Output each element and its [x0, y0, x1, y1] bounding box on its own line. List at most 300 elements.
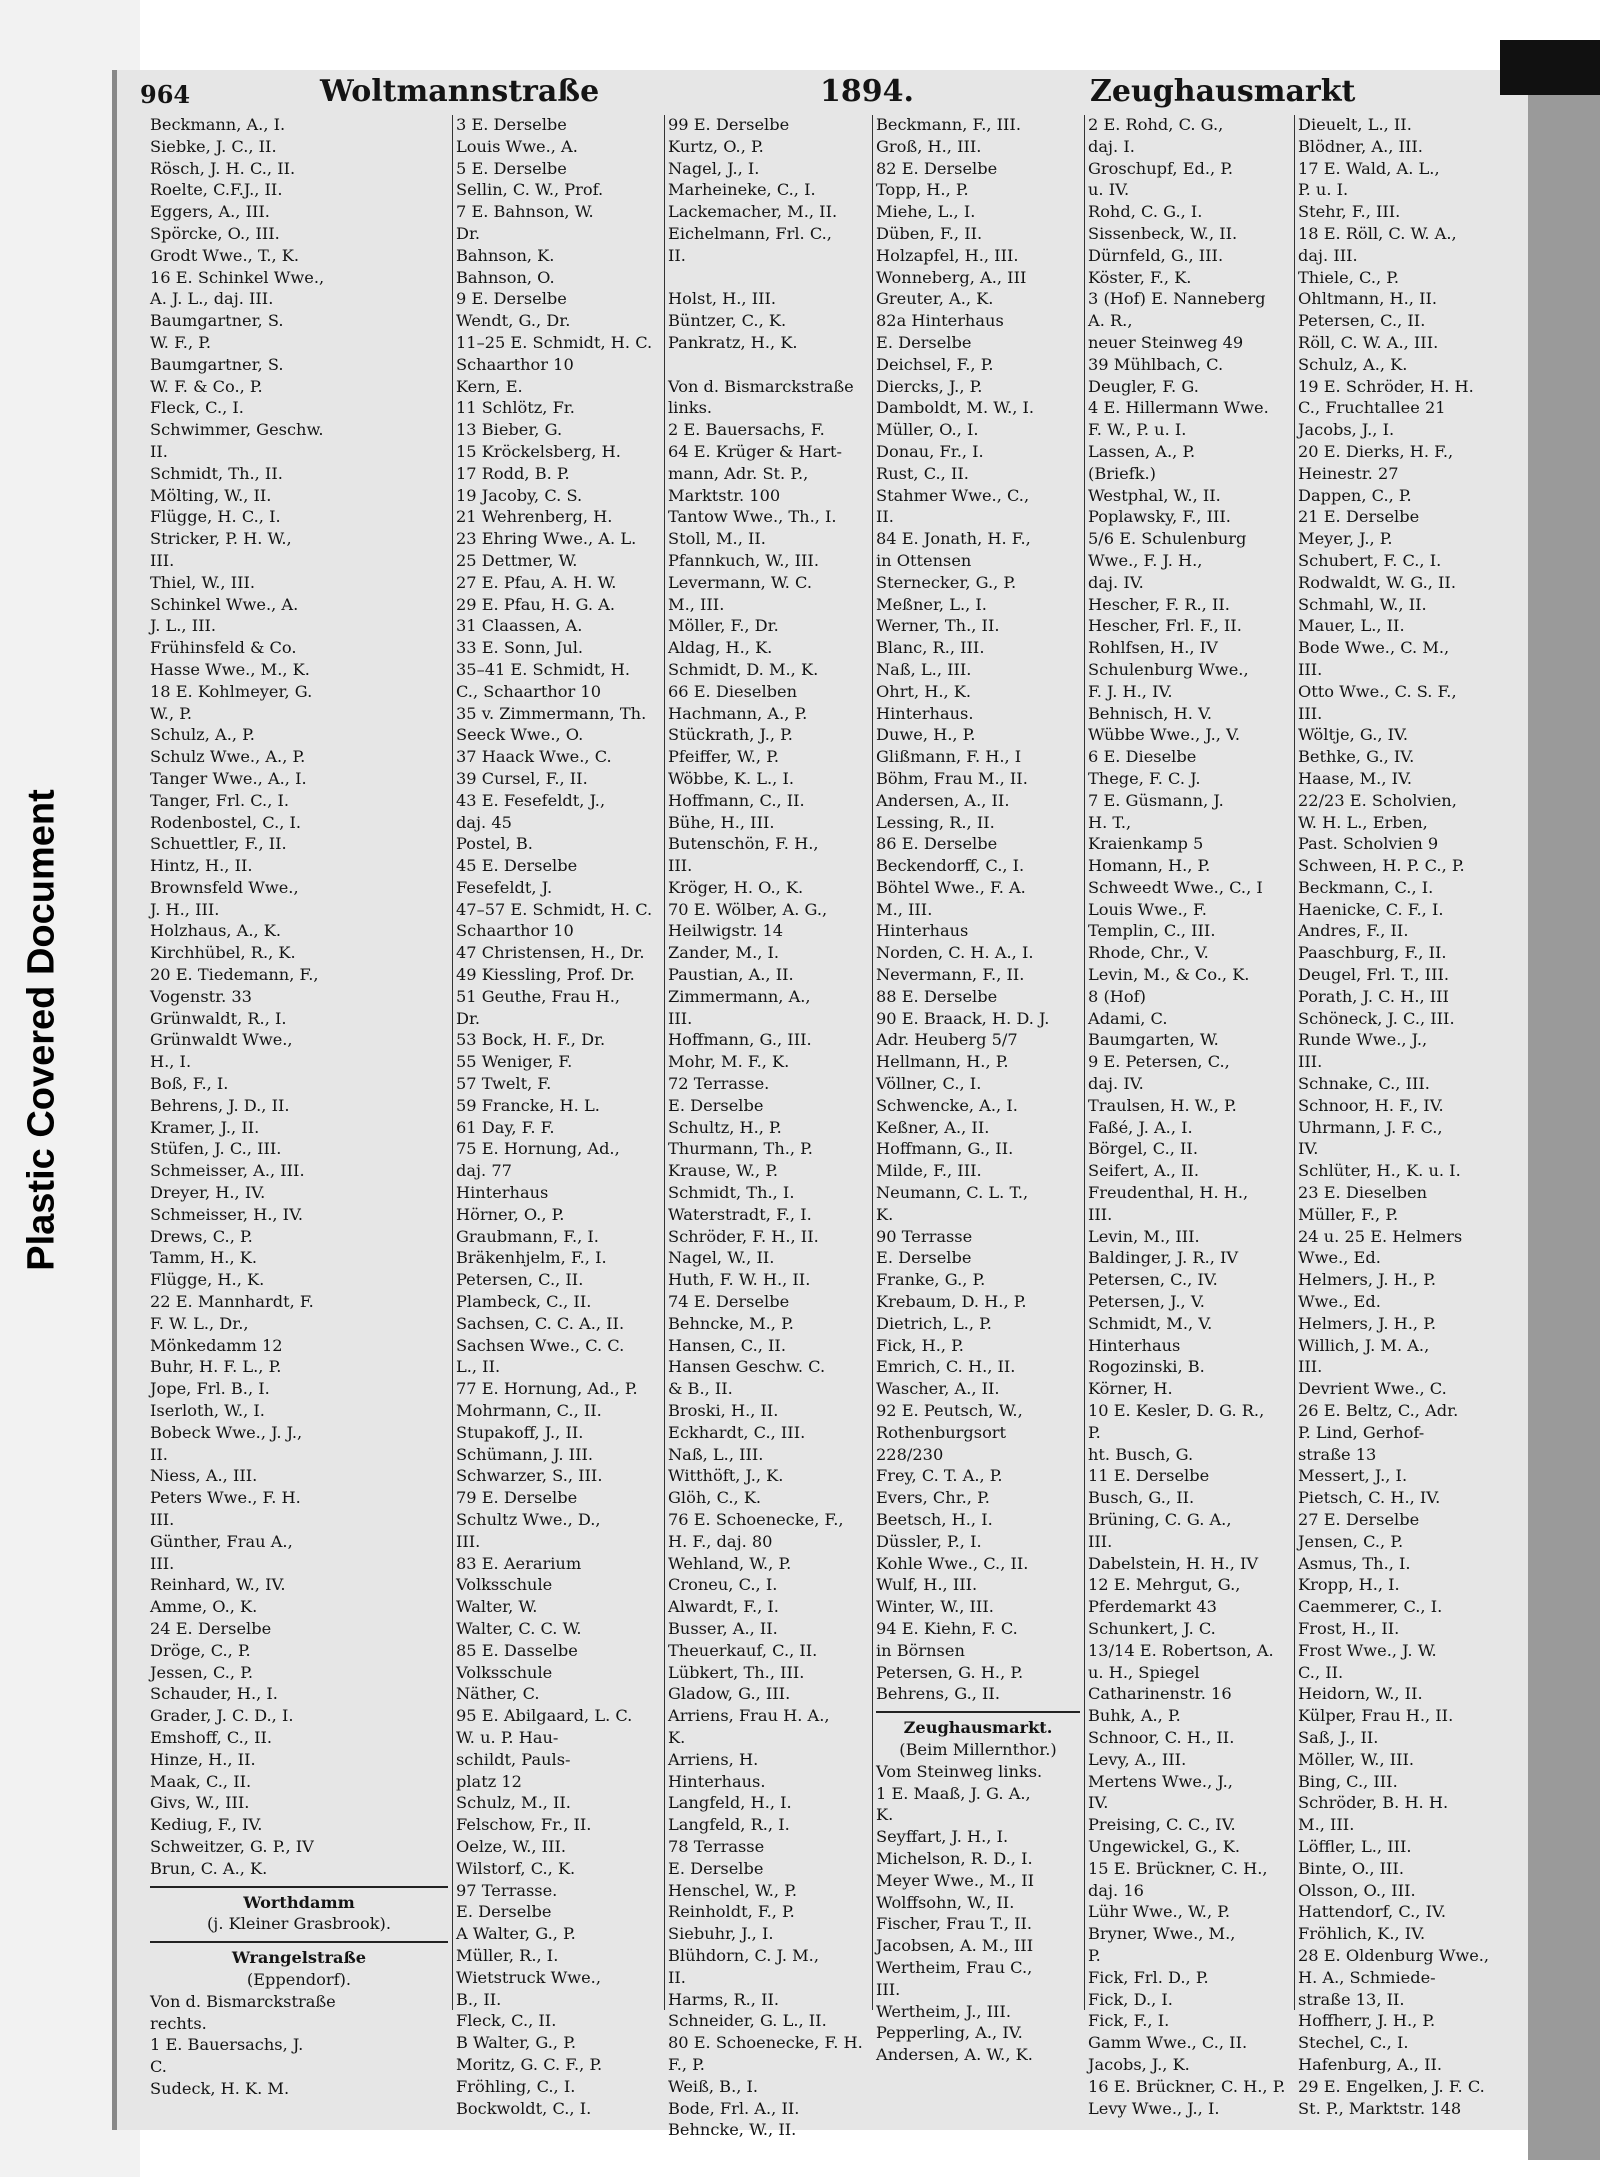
section-line: Wrangelstraße: [231, 1948, 367, 1968]
directory-line: Glißmann, F. H., I: [876, 747, 1022, 767]
directory-line: 13 Bieber, G.: [456, 420, 563, 440]
directory-line: Bühe, H., III.: [668, 812, 775, 832]
directory-line: 20 E. Dierks, H. F.,: [1298, 441, 1454, 461]
directory-line: II.: [150, 441, 168, 461]
directory-line: Reinholdt, F., P.: [668, 1902, 795, 1922]
directory-line: Schmeisser, A., III.: [150, 1161, 305, 1181]
directory-line: Meyer, J., P.: [1298, 529, 1393, 549]
directory-line: Hescher, F. R., II.: [1088, 594, 1230, 614]
directory-line: III.: [668, 1008, 693, 1028]
directory-line: Körner, H.: [1088, 1379, 1173, 1399]
directory-line: Broski, H., II.: [668, 1401, 779, 1421]
directory-line: Heilwigstr. 14: [668, 921, 784, 941]
column-rule: [1084, 115, 1085, 2010]
directory-line: straße 13, II.: [1298, 1989, 1405, 2009]
directory-line: Hoffmann, G., III.: [668, 1030, 812, 1050]
directory-line: Behrens, J. D., II.: [150, 1095, 290, 1115]
directory-line: Andersen, A., II.: [876, 790, 1010, 810]
directory-line: Nevermann, F., II.: [876, 965, 1025, 985]
directory-line: 22/23 E. Scholvien,: [1298, 790, 1457, 810]
directory-line: Bethke, G., IV.: [1298, 747, 1415, 767]
directory-line: Amme, O., K.: [150, 1597, 258, 1617]
directory-line: Hörner, O., P.: [456, 1204, 565, 1224]
directory-line: Deugel, Frl. T., III.: [1298, 965, 1450, 985]
directory-line: Busch, G., II.: [1088, 1488, 1195, 1508]
directory-line: Messert, J., I.: [1298, 1466, 1408, 1486]
directory-line: Schnoor, C. H., II.: [1088, 1727, 1235, 1747]
directory-line: Büntzer, C., K.: [668, 311, 787, 331]
section-line: Wertheim, J., III.: [876, 2001, 1011, 2021]
directory-line: Schmidt, Th., II.: [150, 463, 283, 483]
directory-line: Löffler, L., III.: [1298, 1836, 1412, 1856]
directory-line: Groschupf, Ed., P.: [1088, 158, 1234, 178]
directory-line: Beckmann, C., I.: [1298, 877, 1434, 897]
directory-line: Kohle Wwe., C., II.: [876, 1553, 1029, 1573]
directory-line: Preising, C. C., IV.: [1088, 1815, 1236, 1835]
directory-line: Zimmermann, A.,: [668, 986, 811, 1006]
directory-line: Faßé, J. A., I.: [1088, 1117, 1193, 1137]
directory-line: Theuerkauf, C., II.: [668, 1640, 818, 1660]
directory-line: K.: [876, 1204, 894, 1224]
directory-line: Krebaum, D. H., P.: [876, 1292, 1027, 1312]
directory-line: Baumgarten, W.: [1088, 1030, 1219, 1050]
directory-line: Lassen, A., P.: [1088, 441, 1196, 461]
directory-line: II.: [668, 245, 686, 265]
directory-line: [668, 354, 868, 376]
directory-line: Düssler, P., I.: [876, 1531, 982, 1551]
directory-line: mann, Adr. St. P.,: [668, 463, 809, 483]
directory-line: Müller, O., I.: [876, 420, 979, 440]
directory-line: Ohltmann, H., II.: [1298, 289, 1438, 309]
directory-line: Norden, C. H. A., I.: [876, 943, 1034, 963]
directory-line: II.: [150, 1444, 168, 1464]
directory-line: Schnake, C., III.: [1298, 1074, 1430, 1094]
directory-line: in Börnsen: [876, 1640, 965, 1660]
directory-line: Mönkedamm 12: [150, 1335, 283, 1355]
directory-line: B Walter, G., P.: [456, 2033, 576, 2053]
directory-line: 47–57 E. Schmidt, H. C.: [456, 899, 653, 919]
directory-line: 228/230: [876, 1444, 944, 1464]
directory-line: Kediug, F., IV.: [150, 1815, 263, 1835]
directory-line: Busser, A., II.: [668, 1618, 778, 1638]
directory-line: Grünwaldt Wwe.,: [150, 1030, 293, 1050]
section-line: Sudeck, H. K. M.: [150, 2078, 290, 2098]
section-line: Von d. Bismarckstraße: [150, 1991, 336, 2011]
directory-line: Arriens, H.: [668, 1749, 759, 1769]
directory-line: Devrient Wwe., C.: [1298, 1379, 1447, 1399]
directory-line: Winter, W., III.: [876, 1597, 994, 1617]
directory-line: C., Fruchtallee 21: [1298, 398, 1446, 418]
directory-line: Fick, Frl. D., P.: [1088, 1967, 1209, 1987]
directory-line: Meßner, L., I.: [876, 594, 987, 614]
directory-line: Rodwaldt, W. G., II.: [1298, 572, 1456, 592]
directory-line: Ungewickel, G., K.: [1088, 1836, 1240, 1856]
section-line: III.: [876, 1979, 901, 1999]
directory-line: Homann, H., P.: [1088, 856, 1211, 876]
directory-line: Naß, L., III.: [668, 1444, 764, 1464]
directory-line: 90 E. Braack, H. D. J.: [876, 1008, 1050, 1028]
directory-line: 61 Day, F. F.: [456, 1117, 555, 1137]
directory-line: Schmidt, M., V.: [1088, 1313, 1213, 1333]
directory-line: Fick, H., P.: [876, 1335, 964, 1355]
directory-line: Holzapfel, H., III.: [876, 245, 1019, 265]
directory-line: Röll, C. W. A., III.: [1298, 332, 1439, 352]
directory-line: 78 Terrasse: [668, 1836, 765, 1856]
directory-line: Past. Scholvien 9: [1298, 834, 1439, 854]
directory-line: 24 u. 25 E. Helmers: [1298, 1226, 1463, 1246]
directory-line: Bode Wwe., C. M.,: [1298, 638, 1450, 658]
directory-line: Naß, L., III.: [876, 659, 972, 679]
directory-line: Asmus, Th., I.: [1298, 1553, 1411, 1573]
directory-line: Völlner, C., I.: [876, 1074, 982, 1094]
directory-line: Schnoor, H. F., IV.: [1298, 1095, 1444, 1115]
directory-line: 3 (Hof) E. Nanneberg: [1088, 289, 1266, 309]
directory-line: 84 E. Jonath, H. F.,: [876, 529, 1031, 549]
directory-line: Givs, W., III.: [150, 1793, 250, 1813]
directory-line: P. u. I.: [1298, 180, 1349, 200]
directory-line: J. H., III.: [150, 899, 220, 919]
directory-line: neuer Steinweg 49: [1088, 332, 1244, 352]
directory-line: Eggers, A., III.: [150, 202, 270, 222]
directory-line: 22 E. Mannhardt, F.: [150, 1292, 314, 1312]
directory-line: Bahnson, K.: [456, 245, 555, 265]
column-5: [1088, 114, 1290, 2118]
directory-line: P. Lind, Gerhof-: [1298, 1422, 1425, 1442]
header-street: Woltmannstraße: [320, 74, 600, 109]
directory-line: Paustian, A., II.: [668, 965, 794, 985]
directory-line: Müller, R., I.: [456, 1945, 559, 1965]
directory-line: Freudenthal, H. H.,: [1088, 1183, 1249, 1203]
directory-line: Brun, C. A., K.: [150, 1858, 268, 1878]
directory-line: (Briefk.): [1088, 463, 1156, 483]
directory-line: Aldag, H., K.: [668, 638, 773, 658]
directory-line: Baumgartner, S.: [150, 311, 284, 331]
directory-line: Lühr Wwe., W., P.: [1088, 1902, 1230, 1922]
directory-line: Petersen, C., II.: [1298, 311, 1426, 331]
directory-line: Traulsen, H. W., P.: [1088, 1095, 1237, 1115]
directory-line: Blödner, A., III.: [1298, 136, 1423, 156]
section-rule: [876, 1711, 1080, 1713]
directory-line: Kramer, J., II.: [150, 1117, 260, 1137]
directory-line: 8 (Hof): [1088, 986, 1146, 1006]
section-line: Fischer, Frau T., II.: [876, 1914, 1033, 1934]
directory-line: Schmidt, Th., I.: [668, 1183, 795, 1203]
directory-line: 27 E. Pfau, A. H. W.: [456, 572, 617, 592]
directory-line: Dürnfeld, G., III.: [1088, 245, 1224, 265]
directory-line: F. J. H., IV.: [1088, 681, 1173, 701]
directory-line: Sellin, C. W., Prof.: [456, 180, 604, 200]
directory-line: Groß, H., III.: [876, 136, 982, 156]
directory-line: 70 E. Wölber, A. G.,: [668, 899, 828, 919]
directory-line: Sternecker, G., P.: [876, 572, 1017, 592]
section-line: 1 E. Maaß, J. G. A.,: [876, 1783, 1031, 1803]
directory-line: Marktstr. 100: [668, 485, 781, 505]
directory-line: Rogozinski, B.: [1088, 1357, 1205, 1377]
directory-line: daj. 45: [456, 812, 512, 832]
directory-line: Olsson, O., III.: [1298, 1880, 1416, 1900]
directory-line: Kropp, H., I.: [1298, 1575, 1400, 1595]
directory-line: Volksschule: [456, 1662, 553, 1682]
directory-line: Kurtz, O., P.: [668, 136, 764, 156]
directory-line: Waterstradt, F., I.: [668, 1204, 812, 1224]
directory-line: 11 E. Derselbe: [1088, 1466, 1210, 1486]
directory-line: daj. I.: [1088, 136, 1135, 156]
directory-line: Hachmann, A., P.: [668, 703, 808, 723]
directory-line: Wendt, G., Dr.: [456, 311, 571, 331]
directory-line: III.: [1298, 659, 1323, 679]
directory-line: 74 E. Derselbe: [668, 1292, 790, 1312]
directory-line: Wonneberg, A., III: [876, 267, 1027, 287]
directory-line: 88 E. Derselbe: [876, 986, 998, 1006]
directory-line: 37 Haack Wwe., C.: [456, 747, 612, 767]
directory-line: Pankratz, H., K.: [668, 332, 798, 352]
directory-line: Tanger, Frl. C., I.: [150, 790, 290, 810]
directory-line: Baumgartner, S.: [150, 354, 284, 374]
directory-line: Niess, A., III.: [150, 1466, 258, 1486]
section-line: K.: [876, 1805, 894, 1825]
directory-line: Roelte, C.F.J., II.: [150, 180, 283, 200]
directory-line: H. T.,: [1088, 812, 1132, 832]
directory-line: Thiel, W., III.: [150, 572, 256, 592]
column-rule: [1294, 115, 1295, 2010]
directory-line: Wilstorf, C., K.: [456, 1858, 576, 1878]
directory-line: Louis Wwe., A.: [456, 136, 578, 156]
column-2: [456, 114, 660, 2118]
directory-line: 17 Rodd, B. P.: [456, 463, 570, 483]
directory-line: Beckmann, F., III.: [876, 115, 1021, 134]
directory-line: 2 E. Bauersachs, F.: [668, 420, 825, 440]
directory-line: Postel, B.: [456, 834, 533, 854]
directory-line: E. Derselbe: [668, 1095, 764, 1115]
directory-line: St. P., Marktstr. 148: [1298, 2098, 1462, 2118]
directory-line: III.: [150, 550, 175, 570]
directory-line: Maak, C., II.: [150, 1771, 252, 1791]
directory-line: Bräkenhjelm, F., I.: [456, 1248, 607, 1268]
section-line: rechts.: [150, 2013, 207, 2033]
directory-line: 64 E. Krüger & Hart-: [668, 441, 842, 461]
directory-line: Brownsfeld Wwe.,: [150, 877, 299, 897]
directory-line: Arriens, Frau H. A.,: [668, 1706, 830, 1726]
directory-line: 51 Geuthe, Frau H.,: [456, 986, 621, 1006]
directory-line: Günther, Frau A.,: [150, 1531, 293, 1551]
directory-line: A. R.,: [1088, 311, 1133, 331]
directory-line: E. Derselbe: [668, 1858, 764, 1878]
directory-line: Schulenburg Wwe.,: [1088, 659, 1249, 679]
directory-line: Schweitzer, G. P., IV: [150, 1836, 314, 1856]
directory-line: Stückrath, J., P.: [668, 725, 793, 745]
directory-line: 19 Jacoby, C. S.: [456, 485, 583, 505]
directory-line: Petersen, J., V.: [1088, 1292, 1205, 1312]
column-rule: [872, 115, 873, 2010]
directory-line: Sissenbeck, W., II.: [1088, 223, 1238, 243]
directory-line: Stricker, P. H. W.,: [150, 529, 292, 549]
directory-line: Mohr, M. F., K.: [668, 1052, 790, 1072]
directory-line: Rust, C., II.: [876, 463, 969, 483]
directory-line: Evers, Chr., P.: [876, 1488, 990, 1508]
directory-line: Porath, J. C. H., III: [1298, 986, 1449, 1006]
directory-line: 6 E. Dieselbe: [1088, 747, 1197, 767]
directory-line: Iserloth, W., I.: [150, 1401, 265, 1421]
directory-line: 16 E. Schinkel Wwe.,: [150, 267, 325, 287]
directory-line: Thiele, C., P.: [1298, 267, 1400, 287]
directory-line: Hescher, Frl. F., II.: [1088, 616, 1242, 636]
directory-line: Glöh, C., K.: [668, 1488, 762, 1508]
directory-line: 18 E. Röll, C. W. A.,: [1298, 223, 1457, 243]
directory-line: Moritz, G. C. F., P.: [456, 2054, 603, 2074]
directory-line: Seifert, A., II.: [1088, 1161, 1200, 1181]
directory-line: Binte, O., III.: [1298, 1858, 1404, 1878]
directory-line: Bode, Frl. A., II.: [668, 2098, 800, 2118]
directory-line: Tantow Wwe., Th., I.: [668, 507, 837, 527]
directory-line: 43 E. Fesefeldt, J.,: [456, 790, 606, 810]
directory-line: Fröhlich, K., IV.: [1298, 1924, 1426, 1944]
directory-line: Stüfen, J. C., III.: [150, 1139, 282, 1159]
directory-line: Walter, W.: [456, 1597, 538, 1617]
directory-line: Böhm, Frau M., II.: [876, 768, 1028, 788]
directory-line: Reinhard, W., IV.: [150, 1575, 286, 1595]
directory-line: Levy, A., III.: [1088, 1749, 1187, 1769]
directory-line: Werner, Th., II.: [876, 616, 1000, 636]
directory-line: Wascher, A., II.: [876, 1379, 1000, 1399]
directory-line: Levy Wwe., J., I.: [1088, 2098, 1220, 2118]
directory-line: Heinestr. 27: [1298, 463, 1399, 483]
directory-line: Topp, H., P.: [876, 180, 969, 200]
directory-line: Ohrt, H., K.: [876, 681, 972, 701]
directory-line: Wwe., F. J. H.,: [1088, 550, 1203, 570]
section-line: Wertheim, Frau C.,: [876, 1957, 1033, 1977]
directory-line: 17 E. Wald, A. L.,: [1298, 158, 1440, 178]
directory-line: Lackemacher, M., II.: [668, 202, 838, 222]
directory-line: 2 E. Rohd, C. G.,: [1088, 115, 1224, 134]
directory-line: 72 Terrasse.: [668, 1074, 770, 1094]
directory-line: Schlüter, H., K. u. I.: [1298, 1161, 1461, 1181]
directory-line: Plambeck, C., II.: [456, 1292, 592, 1312]
directory-line: platz 12: [456, 1771, 522, 1791]
directory-line: Jacobs, J., I.: [1298, 420, 1395, 440]
directory-line: Stahmer Wwe., C.,: [876, 485, 1030, 505]
directory-line: Franke, G., P.: [876, 1270, 986, 1290]
directory-line: Dappen, C., P.: [1298, 485, 1412, 505]
directory-line: W., P.: [150, 703, 192, 723]
directory-line: Fick, F., I.: [1088, 2011, 1170, 2031]
directory-line: Hinterhaus: [1088, 1335, 1181, 1355]
directory-line: 82a Hinterhaus: [876, 311, 1004, 331]
directory-line: Bockwoldt, C., I.: [456, 2098, 592, 2118]
directory-line: ht. Busch, G.: [1088, 1444, 1194, 1464]
column-3: [668, 114, 868, 2140]
directory-line: Grünwaldt, R., I.: [150, 1008, 287, 1028]
directory-line: Flügge, H. C., I.: [150, 507, 281, 527]
directory-line: Schmeisser, H., IV.: [150, 1204, 304, 1224]
directory-line: Blanc, R., III.: [876, 638, 985, 658]
header-right-street: Zeughausmarkt: [1090, 74, 1356, 109]
directory-line: 5/6 E. Schulenburg: [1088, 529, 1247, 549]
directory-line: Graubmann, F., I.: [456, 1226, 599, 1246]
directory-line: & B., II.: [668, 1379, 733, 1399]
directory-line: Wwe., Ed.: [1298, 1292, 1381, 1312]
directory-line: 35–41 E. Schmidt, H.: [456, 659, 631, 679]
directory-line: Thege, F. C. J.: [1088, 768, 1201, 788]
directory-line: 76 E. Schoenecke, F.,: [668, 1510, 844, 1529]
directory-line: Kröger, H. O., K.: [668, 877, 804, 897]
directory-line: Schöneck, J. C., III.: [1298, 1008, 1455, 1028]
directory-line: Schubert, F. C., I.: [1298, 550, 1442, 570]
directory-line: Bing, C., III.: [1298, 1771, 1398, 1791]
directory-line: Schween, H. P. C., P.: [1298, 856, 1465, 876]
directory-line: Weiß, B., I.: [668, 2076, 759, 2096]
directory-line: 18 E. Kohlmeyer, G.: [150, 681, 313, 701]
directory-line: 10 E. Kesler, D. G. R.,: [1088, 1401, 1265, 1421]
directory-line: 39 Cursel, F., II.: [456, 768, 588, 788]
directory-line: Schulz Wwe., A., P.: [150, 747, 306, 767]
directory-line: Paaschburg, F., II.: [1298, 943, 1447, 963]
directory-line: daj. IV.: [1088, 572, 1144, 592]
directory-line: K.: [668, 1727, 686, 1747]
directory-line: Petersen, C., II.: [456, 1270, 584, 1290]
directory-line: Walter, C. C. W.: [456, 1618, 582, 1638]
directory-line: Baldinger, J. R., IV: [1088, 1248, 1239, 1268]
directory-line: Levin, M., & Co., K.: [1088, 965, 1250, 985]
directory-line: IV.: [1298, 1139, 1319, 1159]
directory-line: daj. 16: [1088, 1880, 1144, 1900]
directory-line: 29 E. Pfau, H. G. A.: [456, 594, 615, 614]
directory-line: Jensen, C., P.: [1298, 1531, 1404, 1551]
section-line: Seyffart, J. H., I.: [876, 1827, 1009, 1847]
directory-line: 21 E. Derselbe: [1298, 507, 1420, 527]
directory-line: Schauder, H., I.: [150, 1684, 278, 1704]
directory-line: Rhode, Chr., V.: [1088, 943, 1209, 963]
directory-line: F., P.: [668, 2054, 705, 2074]
directory-line: Westphal, W., II.: [1088, 485, 1221, 505]
section-line: Meyer Wwe., M., II: [876, 1870, 1035, 1890]
directory-line: III.: [1088, 1531, 1113, 1551]
directory-line: [668, 267, 868, 289]
directory-line: Frost, H., II.: [1298, 1618, 1400, 1638]
directory-line: L., II.: [456, 1357, 501, 1377]
section-line: (j. Kleiner Grasbrook).: [206, 1914, 392, 1934]
directory-line: Rohlfsen, H., IV: [1088, 638, 1218, 658]
directory-line: Mertens Wwe., J.,: [1088, 1771, 1233, 1791]
directory-line: Heidorn, W., II.: [1298, 1684, 1423, 1704]
directory-line: H. A., Schmiede-: [1298, 1967, 1436, 1987]
column-6: [1298, 114, 1520, 2118]
page-number: 964: [140, 80, 191, 109]
directory-line: Levin, M., III.: [1088, 1226, 1200, 1246]
directory-line: 9 E. Derselbe: [456, 289, 567, 309]
directory-line: Neumann, C. L. T.,: [876, 1183, 1029, 1203]
directory-line: Wöbbe, K. L., I.: [668, 768, 794, 788]
directory-line: J. L., III.: [150, 616, 217, 636]
directory-line: Runde Wwe., J.,: [1298, 1030, 1428, 1050]
directory-line: Stechel, C., I.: [1298, 2033, 1409, 2053]
directory-line: 45 E. Derselbe: [456, 856, 578, 876]
directory-line: Behnisch, H. V.: [1088, 703, 1213, 723]
directory-line: 75 E. Hornung, Ad.,: [456, 1139, 620, 1159]
directory-line: 11 Schlötz, Fr.: [456, 398, 575, 418]
directory-line: Andres, F., II.: [1298, 921, 1409, 941]
directory-line: Schulz, M., II.: [456, 1793, 571, 1813]
directory-line: Böhtel Wwe., F. A.: [876, 877, 1026, 897]
directory-line: Möller, W., III.: [1298, 1749, 1415, 1769]
directory-line: Rothenburgsort: [876, 1422, 1007, 1442]
directory-line: III.: [668, 856, 693, 876]
directory-line: M., III.: [668, 594, 725, 614]
directory-line: straße 13: [1298, 1444, 1377, 1464]
directory-line: 25 Dettmer, W.: [456, 550, 578, 570]
directory-line: Duwe, H., P.: [876, 725, 976, 745]
section-rule: [150, 1941, 448, 1943]
directory-line: Rohd, C. G., I.: [1088, 202, 1203, 222]
